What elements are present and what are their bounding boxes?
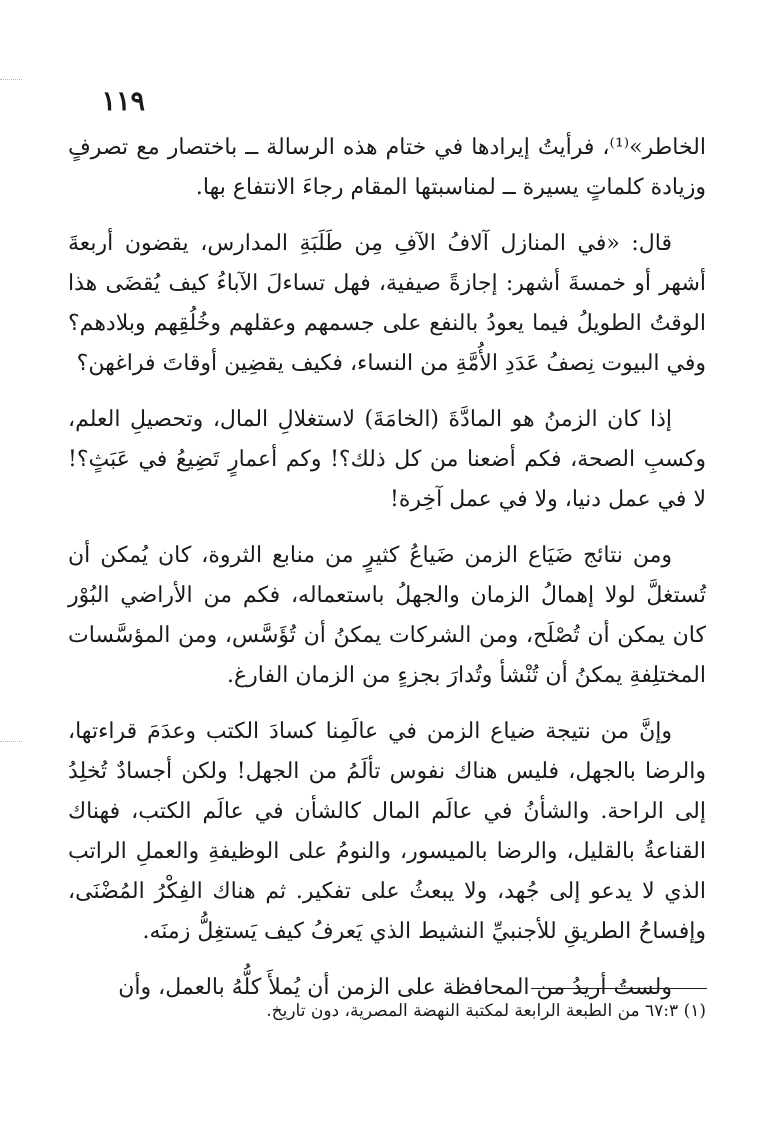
paragraph-1: الخاطر»⁽¹⁾، فرأيتُ إيرادها في ختام هذه الرسالة ــ باختصار مع تصرفٍ وزيادة كلماتٍ يسيرة ــ لمناسبتها المقام رجاءَ الانتفاع بها. [68, 135, 706, 200]
paragraph-5: وإنَّ من نتيجة ضياع الزمن في عالَمِنا كسادَ الكتب وعدَمَ قراءتها، والرضا بالجهل، فليس هناك نفوس تألَمُ من الجهل! ولكن أجسادٌ تُخلِدُ إلى الراحة. والشأنُ في عالَم المال كالشأن في عالَم الكتب، فهناك القناعةُ بالقليل، والرضا بالميسور، والنومُ على الوظيفةِ والعملِ الراتب الذي لا يدعو إلى جُهد، ولا يبعثُ على تفكير. ثم هناك الفِكْرُ المُضْنَى، وإفساحُ الطريقِ للأجنبيِّ النشيط الذي يَعرفُ كيف يَستغِلُّ زمنَه. [68, 719, 706, 944]
footnote-divider [531, 988, 707, 989]
body-text [68, 128, 706, 1024]
paragraph-3: إذا كان الزمنُ هو المادَّةَ (الخامَةَ) لاستغلالِ المال، وتحصيلِ العلم، وكسبِ الصحة، فكم أضعنا من كل ذلك؟! وكم أعمارٍ تَضِيعُ في عَبَثٍ؟! لا في عمل دنيا، ولا في عمل آخِرة! [68, 407, 706, 512]
footnote: (١) ٦٧:٣ من الطبعة الرابعة لمكتبة النهضة المصرية، دون تاريخ. [266, 1001, 706, 1021]
page-number: ١١٩ [101, 86, 145, 117]
paragraph-2: قال: «في المنازل آلافُ الآفِ مِن طَلَبَةِ المدارس، يقضون أربعةَ أشهر أو خمسةَ أشهر: إجازةً صيفية، فهل تساءلَ الآباءُ كيف يُقضَى هذا الوقتُ الطويلُ فيما يعودُ بالنفع على جسمهم وعقلهم وخُلُقِهم وبلادهم؟ وفي البيوت نِصفُ عَدَدِ الأُمَّةِ من النساء، فكيف يقضِين أوقاتَ فراغهن؟ [68, 231, 706, 376]
paragraph-6: ولستُ أريدُ من المحافظة على الزمن أن يُملأَ كلُّهُ بالعمل، وأن [118, 975, 672, 1000]
paragraph-4: ومن نتائج ضَيَاع الزمن ضَياعُ كثيرٍ من منابع الثروة، كان يُمكن أن تُستغلَّ لولا إهمالُ الزمان والجهلُ باستعماله، فكم من الأراضي البُوْر كان يمكن أن تُصْلَح، ومن الشركات يمكنُ أن تُؤَسَّس، ومن المؤسَّسات المختلِفةِ يمكنُ أن تُنْشأ وتُدارَ بجزءٍ من الزمان الفارغ. [68, 543, 706, 688]
edge-dotted-mark [0, 741, 22, 742]
edge-dotted-mark [0, 79, 22, 80]
